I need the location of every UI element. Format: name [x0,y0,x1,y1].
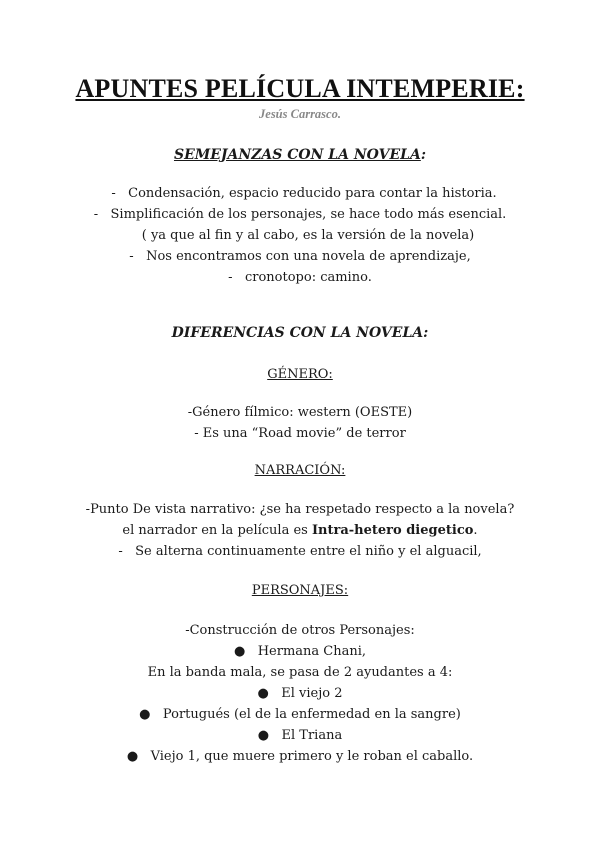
bullet-icon: ● [257,686,269,701]
semejanzas-item [0,186,600,201]
bullet-icon: ● [233,644,246,659]
narracion-bold-term: Intra-hetero diegetico [311,523,474,538]
diferencias-heading-text: DIFERENCIAS CON LA NOVELA [171,325,424,341]
personajes-heading: PERSONAJES: [251,583,349,598]
dash-marker: - [93,207,99,222]
narracion-text: el narrador en la película es [122,523,312,538]
personajes-band-line: En la banda mala, se pasa de 2 ayudantes a 4: [147,665,453,680]
dash-marker: - [129,249,134,264]
semejanzas-heading [0,147,600,163]
narracion-text-end: . [473,523,478,538]
personajes-bullet-text: El Triana [281,728,343,743]
bullet-icon: ● [126,749,139,764]
genero-line: -Género fílmico: western (OESTE) [187,405,413,420]
genero-line: - Es una “Road movie” de terror [194,426,406,441]
narracion-text: Se alterna continuamente entre el niño y el alguacil, [135,544,482,559]
semejanzas-heading-colon: : [420,147,427,163]
personajes-bullet-item [0,749,600,764]
bullet-icon: ● [257,728,270,743]
dash-marker: - [228,270,233,285]
narracion-line [0,544,600,559]
personajes-bullet-text: Portugués (el de la enfermedad en la sangre) [162,707,461,722]
semejanzas-heading-text: SEMEJANZAS CON LA NOVELA [173,147,421,163]
narracion-heading: NARRACIÓN: [254,463,346,478]
diferencias-heading-colon: : [423,325,429,341]
bullet-icon: ● [139,707,151,722]
genero-heading: GÉNERO: [267,367,333,382]
personajes-bullet-item [0,707,600,722]
narracion-line: -Punto De vista narrativo: ¿se ha respetado respecto a la novela? [85,502,515,517]
diferencias-heading [0,325,600,341]
semejanzas-item-text: ( ya que al fin y al cabo, es la versión de la novela) [141,228,475,243]
personajes-bullet-text: Viejo 1, que muere primero y le roban el caballo. [150,749,474,764]
semejanzas-item-text: Condensación, espacio reducido para contar la historia. [128,186,497,201]
semejanzas-item-text: cronotopo: camino. [244,270,372,285]
semejanzas-item [0,228,600,243]
dash-marker: - [111,186,116,201]
personajes-bullet-item [0,728,600,743]
author-name: Jesús Carrasco. [259,107,341,121]
personajes-bullet-text: Hermana Chani, [257,644,367,659]
semejanzas-item [0,270,600,285]
personajes-bullet-item [0,644,600,659]
semejanzas-item [0,207,600,222]
dash-marker: - [118,544,123,559]
personajes-bullet-item [0,686,600,701]
document-title: APUNTES PELÍCULA INTEMPERIE: [75,74,525,103]
semejanzas-item [0,249,600,264]
narracion-line [0,523,600,538]
semejanzas-item-text: Nos encontramos con una novela de aprendizaje, [146,249,471,264]
personajes-intro: -Construcción de otros Personajes: [185,623,415,638]
semejanzas-item-text: Simplificación de los personajes, se hace todo más esencial. [110,207,507,222]
personajes-bullet-text: El viejo 2 [281,686,343,701]
